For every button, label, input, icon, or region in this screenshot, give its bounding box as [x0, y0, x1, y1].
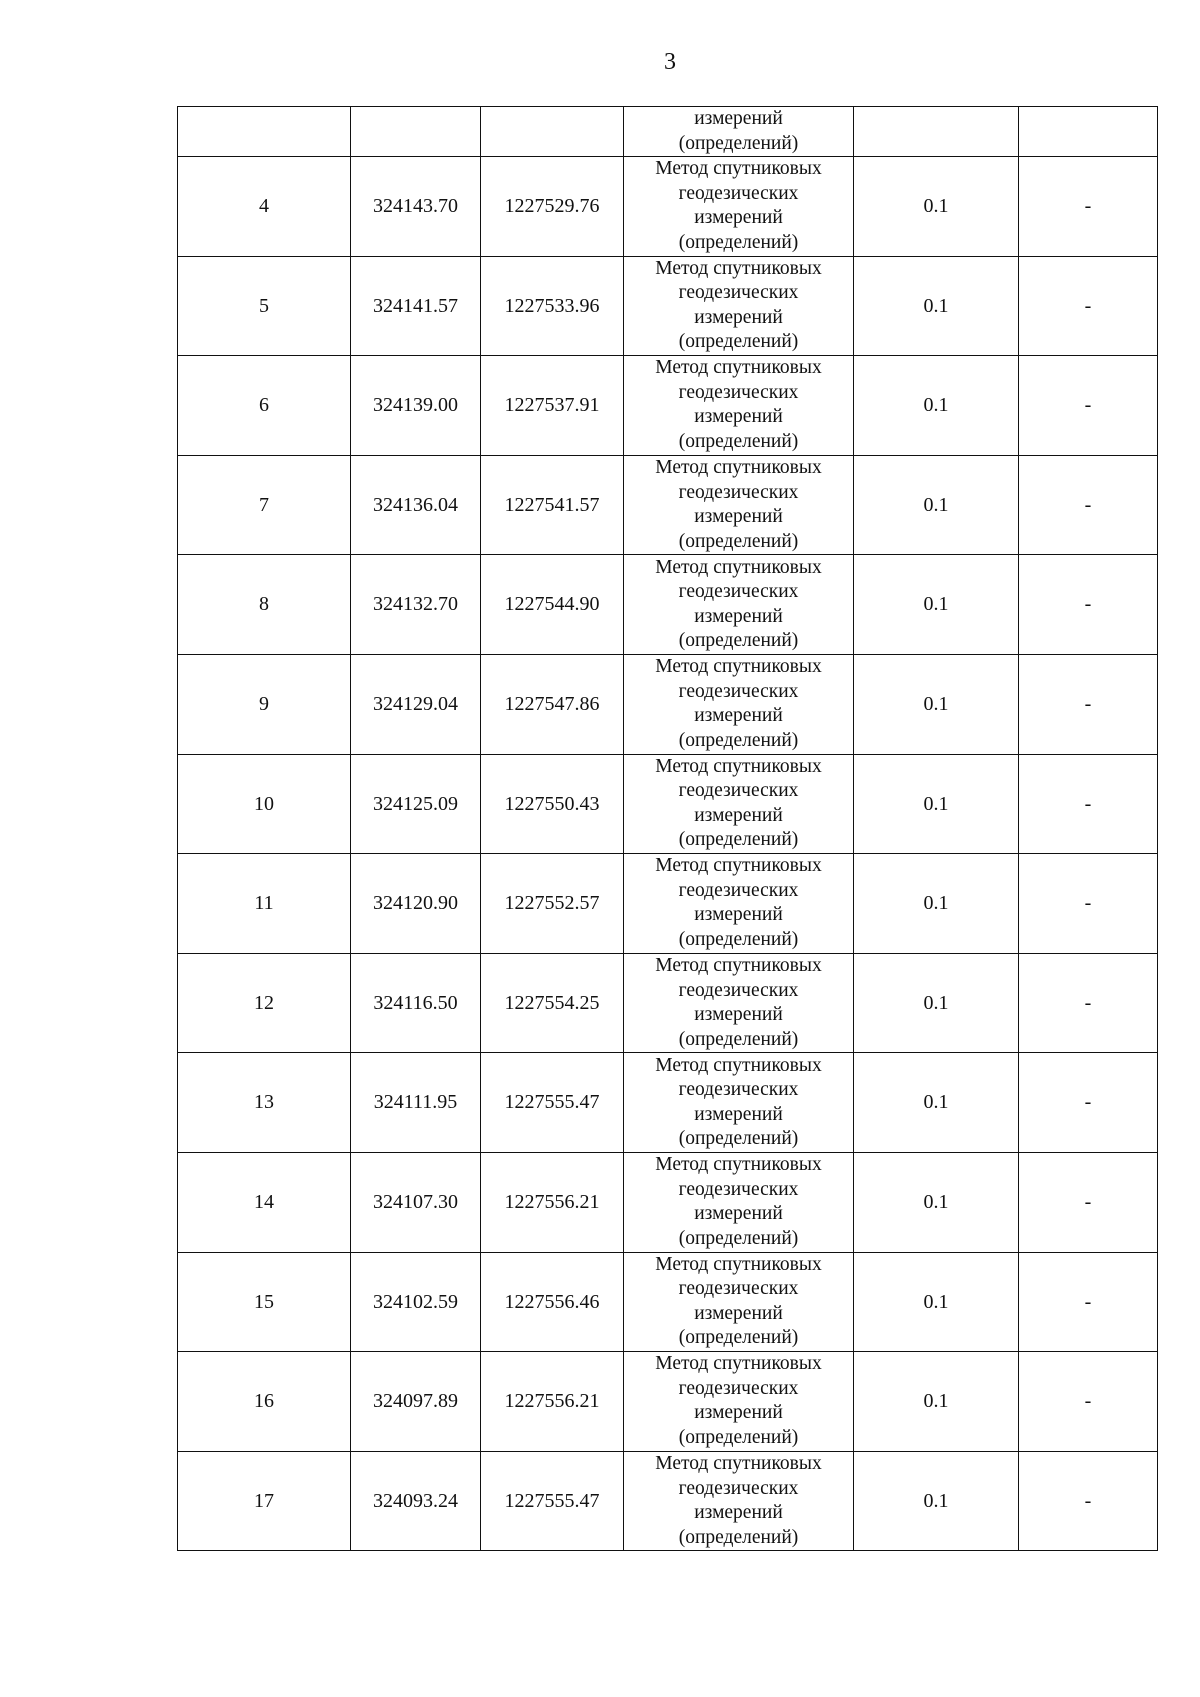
- table-row: [178, 1152, 1158, 1252]
- table-row: [178, 1252, 1158, 1352]
- note-cell: -: [1019, 157, 1158, 257]
- precision-cell: 0.1: [854, 455, 1019, 555]
- method-line: геодезических: [678, 581, 799, 603]
- method-line: Метод спутниковых: [655, 1054, 822, 1076]
- method-line: измерений: [694, 1004, 783, 1026]
- precision-cell: 0.1: [854, 256, 1019, 356]
- method-line: измерений: [694, 1103, 783, 1125]
- point-number-cell: 15: [178, 1252, 351, 1352]
- point-number-cell: 8: [178, 555, 351, 655]
- x-coordinate-cell: 324129.04: [351, 654, 481, 754]
- method-line: измерений: [694, 1402, 783, 1424]
- method-line: геодезических: [678, 680, 799, 702]
- method-line: геодезических: [678, 780, 799, 802]
- note-cell: -: [1019, 754, 1158, 854]
- table-row: [178, 356, 1158, 456]
- precision-cell: 0.1: [854, 953, 1019, 1053]
- method-line: (определений): [678, 1526, 799, 1548]
- method-line: (определений): [678, 1128, 799, 1150]
- method-line: (определений): [678, 231, 799, 253]
- method-line: Метод спутниковых: [655, 1353, 822, 1375]
- precision-cell: 0.1: [854, 1053, 1019, 1153]
- method-line: измерений: [694, 1502, 783, 1524]
- note-cell: -: [1019, 1252, 1158, 1352]
- method-line: (определений): [678, 132, 799, 154]
- x-coordinate-cell: 324139.00: [351, 356, 481, 456]
- page-number: 3: [664, 49, 676, 75]
- continuation-method-cell: [624, 107, 854, 157]
- x-coordinate-cell: 324116.50: [351, 953, 481, 1053]
- method-line: Метод спутниковых: [655, 257, 822, 279]
- point-number-cell: 11: [178, 854, 351, 954]
- method-line: измерений: [694, 506, 783, 528]
- x-coordinate-cell: 324136.04: [351, 455, 481, 555]
- x-coordinate-cell: 324102.59: [351, 1252, 481, 1352]
- y-coordinate-cell: 1227554.25: [481, 953, 624, 1053]
- method-line: измерений: [694, 904, 783, 926]
- method-cell: [624, 256, 854, 356]
- method-line: геодезических: [678, 182, 799, 204]
- point-number-cell: 17: [178, 1451, 351, 1551]
- x-coordinate-cell: 324125.09: [351, 754, 481, 854]
- point-number-cell: 6: [178, 356, 351, 456]
- method-line: геодезических: [678, 1079, 799, 1101]
- point-number-cell: 4: [178, 157, 351, 257]
- precision-cell: 0.1: [854, 356, 1019, 456]
- method-line: (определений): [678, 630, 799, 652]
- method-line: измерений: [694, 605, 783, 627]
- method-line: измерений: [694, 1302, 783, 1324]
- method-line: измерений: [694, 306, 783, 328]
- precision-cell: 0.1: [854, 1152, 1019, 1252]
- note-cell: -: [1019, 654, 1158, 754]
- method-line: геодезических: [678, 979, 799, 1001]
- continuation-note-cell: [1019, 107, 1158, 157]
- point-number-cell: 5: [178, 256, 351, 356]
- x-coordinate-cell: 324107.30: [351, 1152, 481, 1252]
- method-line: геодезических: [678, 282, 799, 304]
- method-line: геодезических: [678, 1477, 799, 1499]
- method-line: (определений): [678, 1028, 799, 1050]
- precision-cell: 0.1: [854, 157, 1019, 257]
- method-line: измерений: [694, 406, 783, 428]
- method-line: Метод спутниковых: [655, 656, 822, 678]
- method-line: геодезических: [678, 381, 799, 403]
- table-row: [178, 953, 1158, 1053]
- y-coordinate-cell: 1227533.96: [481, 256, 624, 356]
- note-cell: -: [1019, 356, 1158, 456]
- precision-cell: 0.1: [854, 654, 1019, 754]
- note-cell: -: [1019, 256, 1158, 356]
- method-cell: [624, 356, 854, 456]
- precision-cell: 0.1: [854, 1252, 1019, 1352]
- precision-cell: 0.1: [854, 555, 1019, 655]
- note-cell: -: [1019, 555, 1158, 655]
- method-line: геодезических: [678, 481, 799, 503]
- table-row: [178, 157, 1158, 257]
- y-coordinate-cell: 1227556.21: [481, 1152, 624, 1252]
- table-row: [178, 555, 1158, 655]
- y-coordinate-cell: 1227544.90: [481, 555, 624, 655]
- method-line: (определений): [678, 729, 799, 751]
- method-cell: [624, 854, 854, 954]
- method-cell: [624, 1451, 854, 1551]
- method-line: геодезических: [678, 1377, 799, 1399]
- method-line: измерений: [694, 804, 783, 826]
- point-number-cell: 14: [178, 1152, 351, 1252]
- method-line: измерений: [694, 207, 783, 229]
- table-row: [178, 1451, 1158, 1551]
- method-cell: [624, 157, 854, 257]
- table-row: [178, 1352, 1158, 1452]
- y-coordinate-cell: 1227552.57: [481, 854, 624, 954]
- x-coordinate-cell: 324120.90: [351, 854, 481, 954]
- continuation-row: [178, 107, 1158, 157]
- method-cell: [624, 555, 854, 655]
- method-line: измерений: [694, 1203, 783, 1225]
- note-cell: -: [1019, 854, 1158, 954]
- method-cell: [624, 1252, 854, 1352]
- y-coordinate-cell: 1227556.46: [481, 1252, 624, 1352]
- table-body: [178, 107, 1158, 1551]
- method-line: (определений): [678, 331, 799, 353]
- continuation-precision-cell: [854, 107, 1019, 157]
- method-cell: [624, 1053, 854, 1153]
- continuation-point-cell: [178, 107, 351, 157]
- method-line: (определений): [678, 530, 799, 552]
- continuation-y-cell: [481, 107, 624, 157]
- point-number-cell: 7: [178, 455, 351, 555]
- note-cell: -: [1019, 1053, 1158, 1153]
- precision-cell: 0.1: [854, 854, 1019, 954]
- table-row: [178, 754, 1158, 854]
- method-line: Метод спутниковых: [655, 457, 822, 479]
- y-coordinate-cell: 1227547.86: [481, 654, 624, 754]
- table-row: [178, 455, 1158, 555]
- point-number-cell: 13: [178, 1053, 351, 1153]
- table-row: [178, 654, 1158, 754]
- y-coordinate-cell: 1227555.47: [481, 1451, 624, 1551]
- y-coordinate-cell: 1227541.57: [481, 455, 624, 555]
- x-coordinate-cell: 324141.57: [351, 256, 481, 356]
- method-cell: [624, 654, 854, 754]
- method-line: (определений): [678, 1227, 799, 1249]
- table-row: [178, 256, 1158, 356]
- y-coordinate-cell: 1227529.76: [481, 157, 624, 257]
- table-row: [178, 1053, 1158, 1153]
- method-line: Метод спутниковых: [655, 955, 822, 977]
- method-line: Метод спутниковых: [655, 556, 822, 578]
- point-number-cell: 16: [178, 1352, 351, 1452]
- note-cell: -: [1019, 455, 1158, 555]
- y-coordinate-cell: 1227550.43: [481, 754, 624, 854]
- method-line: (определений): [678, 1327, 799, 1349]
- method-line: измерений: [694, 705, 783, 727]
- method-line: Метод спутниковых: [655, 1154, 822, 1176]
- precision-cell: 0.1: [854, 754, 1019, 854]
- continuation-x-cell: [351, 107, 481, 157]
- precision-cell: 0.1: [854, 1451, 1019, 1551]
- method-line: (определений): [678, 1426, 799, 1448]
- point-number-cell: 9: [178, 654, 351, 754]
- y-coordinate-cell: 1227537.91: [481, 356, 624, 456]
- method-cell: [624, 754, 854, 854]
- method-line: Метод спутниковых: [655, 855, 822, 877]
- point-number-cell: 12: [178, 953, 351, 1053]
- method-line: Метод спутниковых: [655, 158, 822, 180]
- table-row: [178, 854, 1158, 954]
- y-coordinate-cell: 1227556.21: [481, 1352, 624, 1452]
- method-line: геодезических: [678, 879, 799, 901]
- method-line: геодезических: [678, 1178, 799, 1200]
- coordinates-table: [177, 106, 1158, 1551]
- x-coordinate-cell: 324132.70: [351, 555, 481, 655]
- y-coordinate-cell: 1227555.47: [481, 1053, 624, 1153]
- note-cell: -: [1019, 953, 1158, 1053]
- method-line: (определений): [678, 928, 799, 950]
- method-line: Метод спутниковых: [655, 755, 822, 777]
- x-coordinate-cell: 324097.89: [351, 1352, 481, 1452]
- method-cell: [624, 1352, 854, 1452]
- precision-cell: 0.1: [854, 1352, 1019, 1452]
- x-coordinate-cell: 324111.95: [351, 1053, 481, 1153]
- x-coordinate-cell: 324093.24: [351, 1451, 481, 1551]
- method-line: измерений: [694, 108, 783, 129]
- method-cell: [624, 455, 854, 555]
- method-line: Метод спутниковых: [655, 1453, 822, 1475]
- method-cell: [624, 953, 854, 1053]
- method-line: (определений): [678, 829, 799, 851]
- note-cell: -: [1019, 1152, 1158, 1252]
- method-line: Метод спутниковых: [655, 1253, 822, 1275]
- note-cell: -: [1019, 1451, 1158, 1551]
- point-number-cell: 10: [178, 754, 351, 854]
- note-cell: -: [1019, 1352, 1158, 1452]
- method-line: Метод спутниковых: [655, 357, 822, 379]
- method-line: геодезических: [678, 1278, 799, 1300]
- method-cell: [624, 1152, 854, 1252]
- x-coordinate-cell: 324143.70: [351, 157, 481, 257]
- method-line: (определений): [678, 430, 799, 452]
